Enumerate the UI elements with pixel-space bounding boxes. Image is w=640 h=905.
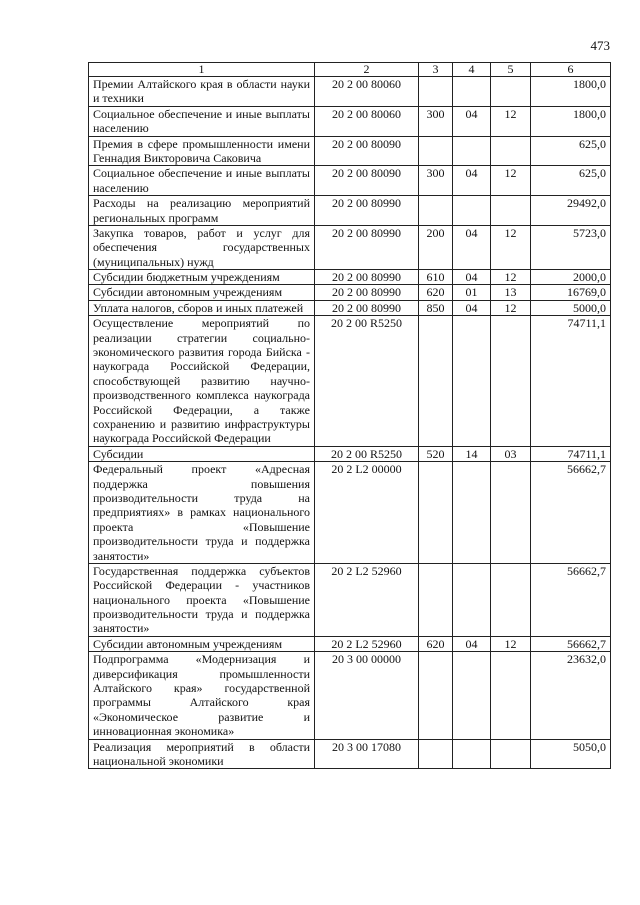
row-expense-type [419, 652, 453, 739]
table-row [89, 739, 611, 769]
table-row [89, 106, 611, 136]
row-expense-type [419, 316, 453, 447]
row-sum: 56662,7 [531, 563, 611, 636]
row-code: 20 2 00 80090 [315, 136, 419, 166]
row-name: Субсидии автономным учреждениям [89, 636, 315, 651]
row-subsection: 12 [491, 636, 531, 651]
row-section: 04 [453, 225, 491, 269]
row-code: 20 2 00 R5250 [315, 316, 419, 447]
row-section: 04 [453, 106, 491, 136]
row-subsection [491, 563, 531, 636]
row-name: Уплата налогов, сборов и иных платежей [89, 300, 315, 315]
row-subsection [491, 77, 531, 107]
row-name: Осуществление мероприятий по реализации стратегии социально-экономического развития города Бийска - наукограда Российской Федерации, способствующей развитию научно-производственного комплекса наукограда Российской Федерации, а также сохранению и развитию инфраструктуры наукограда Российской Федерации [89, 316, 315, 447]
table-row [89, 166, 611, 196]
row-sum: 56662,7 [531, 462, 611, 564]
row-code: 20 2 00 80990 [315, 196, 419, 226]
row-expense-type [419, 136, 453, 166]
row-expense-type: 850 [419, 300, 453, 315]
row-name: Реализация мероприятий в области национальной экономики [89, 739, 315, 769]
row-sum: 74711,1 [531, 446, 611, 461]
header-col-5: 5 [491, 63, 531, 77]
row-section: 04 [453, 270, 491, 285]
page-number: 473 [590, 38, 610, 53]
row-subsection: 03 [491, 446, 531, 461]
row-code: 20 2 00 80990 [315, 300, 419, 315]
table-row [89, 225, 611, 269]
row-expense-type: 610 [419, 270, 453, 285]
row-code: 20 2 00 80090 [315, 166, 419, 196]
row-section: 01 [453, 285, 491, 300]
row-name: Подпрограмма «Модернизация и диверсификация промышленности Алтайского края» государственной программы Алтайского края «Экономическое развитие и инновационная экономика» [89, 652, 315, 739]
row-code: 20 3 00 00000 [315, 652, 419, 739]
table-row [89, 462, 611, 564]
row-expense-type [419, 77, 453, 107]
row-subsection [491, 196, 531, 226]
table-row [89, 285, 611, 300]
row-sum: 5050,0 [531, 739, 611, 769]
row-section [453, 316, 491, 447]
row-name: Социальное обеспечение и иные выплаты населению [89, 166, 315, 196]
row-section [453, 462, 491, 564]
row-sum: 625,0 [531, 136, 611, 166]
row-section [453, 563, 491, 636]
row-code: 20 2 00 80060 [315, 106, 419, 136]
row-sum: 23632,0 [531, 652, 611, 739]
row-code: 20 2 00 80990 [315, 270, 419, 285]
row-section [453, 739, 491, 769]
row-subsection: 12 [491, 225, 531, 269]
row-sum: 74711,1 [531, 316, 611, 447]
header-col-1: 1 [89, 63, 315, 77]
row-expense-type: 520 [419, 446, 453, 461]
header-col-3: 3 [419, 63, 453, 77]
row-sum: 5000,0 [531, 300, 611, 315]
row-expense-type: 300 [419, 106, 453, 136]
table-row [89, 652, 611, 739]
header-col-4: 4 [453, 63, 491, 77]
header-col-2: 2 [315, 63, 419, 77]
row-subsection: 12 [491, 300, 531, 315]
row-sum: 625,0 [531, 166, 611, 196]
table-row [89, 270, 611, 285]
row-section: 04 [453, 300, 491, 315]
row-expense-type [419, 739, 453, 769]
row-name: Расходы на реализацию мероприятий региональных программ [89, 196, 315, 226]
row-code: 20 2 00 80060 [315, 77, 419, 107]
row-section [453, 652, 491, 739]
header-col-6: 6 [531, 63, 611, 77]
row-sum: 29492,0 [531, 196, 611, 226]
row-name: Социальное обеспечение и иные выплаты населению [89, 106, 315, 136]
row-expense-type: 620 [419, 636, 453, 651]
row-section: 04 [453, 166, 491, 196]
row-name: Закупка товаров, работ и услуг для обеспечения государственных (муниципальных) нужд [89, 225, 315, 269]
row-sum: 5723,0 [531, 225, 611, 269]
row-section: 04 [453, 636, 491, 651]
table-body [89, 77, 611, 769]
table-row [89, 636, 611, 651]
row-code: 20 2 L2 52960 [315, 636, 419, 651]
table-row [89, 300, 611, 315]
row-section [453, 136, 491, 166]
row-name: Субсидии [89, 446, 315, 461]
row-subsection [491, 316, 531, 447]
row-name: Субсидии бюджетным учреждениям [89, 270, 315, 285]
row-subsection: 12 [491, 166, 531, 196]
table-row [89, 136, 611, 166]
row-subsection [491, 462, 531, 564]
row-code: 20 2 L2 00000 [315, 462, 419, 564]
row-subsection: 12 [491, 270, 531, 285]
row-code: 20 2 00 80990 [315, 225, 419, 269]
row-expense-type [419, 462, 453, 564]
budget-table [88, 62, 611, 769]
row-sum: 2000,0 [531, 270, 611, 285]
row-name: Премии Алтайского края в области науки и техники [89, 77, 315, 107]
row-code: 20 2 00 R5250 [315, 446, 419, 461]
row-name: Федеральный проект «Адресная поддержка повышения производительности труда на предприятиях» в рамках национального проекта «Повышение производительности труда и поддержка занятости» [89, 462, 315, 564]
row-subsection [491, 739, 531, 769]
row-expense-type: 300 [419, 166, 453, 196]
table-row [89, 316, 611, 447]
row-subsection [491, 136, 531, 166]
row-code: 20 2 L2 52960 [315, 563, 419, 636]
row-name: Премия в сфере промышленности имени Геннадия Викторовича Саковича [89, 136, 315, 166]
row-sum: 56662,7 [531, 636, 611, 651]
row-expense-type: 620 [419, 285, 453, 300]
row-sum: 1800,0 [531, 77, 611, 107]
row-code: 20 2 00 80990 [315, 285, 419, 300]
row-name: Субсидии автономным учреждениям [89, 285, 315, 300]
row-section [453, 77, 491, 107]
row-subsection: 13 [491, 285, 531, 300]
table-row [89, 77, 611, 107]
row-expense-type: 200 [419, 225, 453, 269]
row-name: Государственная поддержка субъектов Российской Федерации - участников национального проекта «Повышение производительности труда и поддержка занятости» [89, 563, 315, 636]
row-expense-type [419, 196, 453, 226]
table-row [89, 446, 611, 461]
row-code: 20 3 00 17080 [315, 739, 419, 769]
row-subsection [491, 652, 531, 739]
table-row [89, 563, 611, 636]
row-subsection: 12 [491, 106, 531, 136]
row-section [453, 196, 491, 226]
row-expense-type [419, 563, 453, 636]
table-row [89, 196, 611, 226]
table-header-row [89, 63, 611, 77]
row-sum: 16769,0 [531, 285, 611, 300]
row-sum: 1800,0 [531, 106, 611, 136]
row-section: 14 [453, 446, 491, 461]
